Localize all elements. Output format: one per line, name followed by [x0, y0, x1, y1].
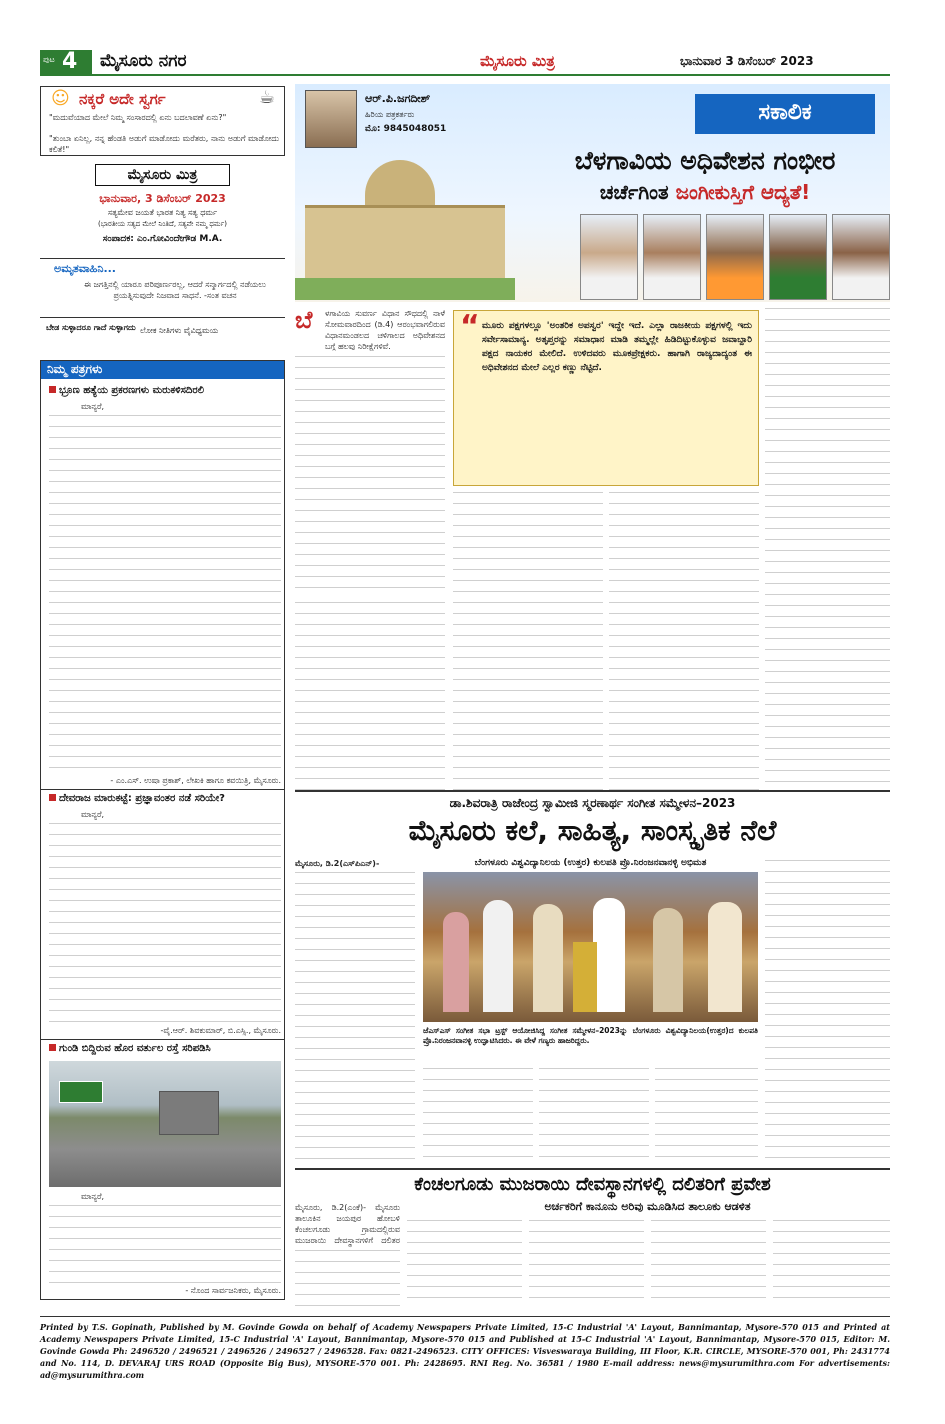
- sammelana-body-col-4: [655, 1066, 758, 1162]
- amrutha-title: ಅಮೃತವಾಹಿನಿ...: [54, 262, 116, 275]
- editorial-motto-2: (ಭಾರತೀಯ ಸತ್ಯದ ಮೇಲೆ ನಿಂತಿದೆ, ಸತ್ಯವೇ ನಮ್ಮ ಧರ್ಮ): [98, 220, 227, 228]
- kenchalagudu-col-3: [529, 1218, 644, 1308]
- divider: [41, 1039, 284, 1040]
- kenchalagudu-col-5: [773, 1218, 890, 1308]
- kenchalagudu-col-2: [407, 1218, 522, 1308]
- feature-headline-1: ಬೆಳಗಾವಿಯ ಅಧಿವೇಶನ ಗಂಭೀರ: [574, 146, 836, 175]
- kenchalagudu-col-1: [295, 1248, 400, 1308]
- letter-3-title: [49, 1043, 281, 1054]
- letter-1-body: [49, 413, 281, 773]
- feature-body-col-2: [453, 490, 603, 790]
- sammelana-kicker: ಡಾ.ಶಿವರಾತ್ರಿ ರಾಜೇಂದ್ರ ಸ್ವಾಮೀಜಿ ಸ್ಮರಣಾರ್ಥ ಸಂಗೀತ ಸಮ್ಮೇಳನ–2023: [449, 796, 736, 810]
- sammelana-body-col-3: [539, 1066, 649, 1162]
- humor-box: [40, 86, 285, 156]
- editorial-logo: ಮೈಸೂರು ಮಿತ್ರ: [95, 164, 230, 186]
- section-title: ಮೈಸೂರು ನಗರ: [100, 51, 187, 71]
- letter-2-body: [49, 821, 281, 1023]
- feature-body-col-1b: [295, 600, 445, 790]
- gaade-title: ಬೇಡ ಸುಳ್ಳಾದರೂ ಗಾದೆ ಸುಳ್ಳಾಗದು: [46, 323, 136, 332]
- bullet-square-icon: [49, 794, 56, 801]
- feature-body-col-3: [609, 490, 759, 790]
- kenchalagudu-col-4: [651, 1218, 766, 1308]
- lawn: [295, 278, 515, 300]
- kenchalagudu-article: [295, 1168, 890, 1310]
- editorial-motto-1: ಸತ್ಯಮೇವ ಜಯತೆ ಭಾರತ ನಿತ್ಯ ಸತ್ಯ ಧರ್ಮ: [107, 208, 218, 217]
- imprint-text: Printed by T.S. Gopinath, Published by M. Govinde Gowda on behalf of Academy Newspapers Private Limited, 15-C Industrial 'A' Layout, Bannimantap, Mysore-570 015 and Printed at Academy Newspapers Private Limited, 15-C Industrial 'A' Layout, Bannimantap, Mysore-570 015 and Published at 15-C Industrial 'A' Layout, Bannimantap, Mysore-570 015, Editor: M. Govinde Gowda Ph: 2496520 / 2496521 / 2496526 / 2496527 / 2496528. Fax: 0821-2496523. CITY OFFICES: Visveswaraya Building, III Floor, K.R. CIRCLE, MYSORE-570 001, Ph: 2431774 and No. 114, D. DEVARAJ URS ROAD (Opposite Big Bus), MYSORE-570 001. Ph: 2428695. RNI Reg. No. 36581 / 1980 E-mail address: news@mysurumithra.com For advertisements: ad@mysurumithra.com: [40, 1322, 890, 1380]
- politician-portrait: [769, 214, 827, 300]
- kenchalagudu-dateline: ಮೈಸೂರು, ಡಿ.2(ಎಂಕೆ)- ಮೈಸೂರು ತಾಲೂಕಿನ ಜಯಪುರ ಹೋಬಳಿ ಕೆಂಚಲಗೂಡು ಗ್ರಾಮದಲ್ಲಿರುವ ಮುಜರಾಯಿ ದೇವಸ್ಥಾನಗಳಿಗೆ ದಲಿತರ: [295, 1203, 400, 1245]
- letter-3-place: ಮಾನ್ಯರೆ,: [81, 1192, 105, 1201]
- politician-portrait: [580, 214, 638, 300]
- masthead: [40, 48, 890, 76]
- gaade-text: ಲೋಕ ನೀತಿಗಳು ವೈವಿಧ್ಯಮಯ: [140, 326, 219, 335]
- building-body: [305, 205, 505, 280]
- letter-3-body: [49, 1203, 281, 1283]
- person-shape: [443, 912, 469, 1012]
- letters-header-text: ನಿಮ್ಮ ಪತ್ರಗಳು: [47, 362, 103, 376]
- gaade-box: [40, 317, 285, 351]
- author-phone: ಮೊ: 9845048051: [365, 124, 447, 134]
- person-shape: [483, 900, 513, 1012]
- sammelana-caption: ಜೆಎಸ್‌ಎಸ್ ಸಂಗೀತ ಸಭಾ ಟ್ರಸ್ಟ್ ಆಯೋಜಿಸಿದ್ದ ಸಂಗೀತ ಸಮ್ಮೇಳನ–2023ನ್ನು ಬೆಂಗಳೂರು ವಿಶ್ವವಿದ್ಯಾನಿಲಯ(ಉತ್ತರ)ದ ಕುಲಪತಿ ಪ್ರೊ.ನಿರಂಜನವಾನಳ್ಳಿ ಉದ್ಘಾಟಿಸಿದರು. ಈ ವೇಳೆ ಗಣ್ಯರು ಹಾಜರಿದ್ದರು.: [423, 1026, 758, 1045]
- dropcap: ಬೆ: [295, 306, 313, 334]
- lamp-shape: [573, 942, 597, 1012]
- letter-3-title-text: ಗುಂಡಿ ಬಿದ್ದಿರುವ ಹೊರ ವರ್ತುಲ ರಸ್ತೆ ಸರಿಪಡಿಸಿ: [59, 1043, 211, 1054]
- person-shape: [593, 898, 625, 1012]
- feature-body-col-4: [765, 306, 890, 790]
- editorial-date: ಭಾನುವಾರ, 3 ಡಿಸೆಂಬರ್ 2023: [99, 192, 226, 205]
- kenchalagudu-headline: ಕೆಂಚಲಗೂಡು ಮುಜರಾಯಿ ದೇವಸ್ಥಾನಗಳಲ್ಲಿ ದಲಿತರಿಗೆ ಪ್ರವೇಶ: [414, 1174, 771, 1195]
- person-shape: [708, 902, 742, 1012]
- feature-banner: [295, 84, 890, 302]
- person-shape: [533, 904, 563, 1012]
- feature-article: [295, 84, 890, 784]
- amrutha-box: [40, 258, 285, 354]
- politician-portrait: [643, 214, 701, 300]
- dome: [365, 160, 435, 210]
- headline-2a: ಚರ್ಚೆಗಿಂತ: [599, 180, 669, 204]
- vidhana-soudha-illustration: [295, 150, 515, 300]
- feature-body-col-1: [295, 354, 445, 596]
- column-label: ಸಕಾಲಿಕ: [758, 100, 812, 125]
- letter-1-title-text: ಭ್ರೂಣ ಹತ್ಯೆಯ ಪ್ರಕರಣಗಳು ಮರುಕಳಿಸದಿರಲಿ: [59, 385, 205, 396]
- letters-section: [40, 360, 285, 1300]
- letter-3-sign: - ನೊಂದ ಸಾರ್ವಜನಿಕರು, ಮೈಸೂರು.: [185, 1286, 281, 1295]
- laughing-emoji-icon: ☺: [51, 88, 70, 109]
- kenchalagudu-subhead: ಅರ್ಚಕರಿಗೆ ಕಾನೂನು ಅರಿವು ಮೂಡಿಸಿದ ತಾಲೂಕು ಆಡಳಿತ: [544, 1200, 751, 1213]
- author-name: ಆರ್.ಪಿ.ಜಗದೀಶ್: [365, 92, 431, 105]
- cartoon-icon: ☕: [259, 87, 276, 108]
- editor-name: ಸಂಪಾದಕ: ಎಂ.ಗೋವಿಂದೇಗೌಡ M.A.: [102, 234, 223, 244]
- humor-line-2: "ತುಂಬಾ ಏನಿಲ್ಲ, ನನ್ನ ಹೆಂಡತಿ ಅಡುಗೆ ಮಾಡೋದು ಮರೆತರು, ನಾನು ಅಡುಗೆ ಮಾಡೋದು ಕಲಿತೆ!": [49, 134, 279, 154]
- headline-2b: ಜಂಗೀಕುಸ್ತಿಗೆ ಆದ್ಯತೆ!: [675, 180, 811, 204]
- politician-portrait: [706, 214, 764, 300]
- road-pothole-photo: [49, 1061, 281, 1187]
- sammelana-photo: [423, 872, 758, 1022]
- letter-2-sign: -ವೈ.ಆರ್. ಶಿವಕುಮಾರ್, ಬಿ.ಎಸ್ಸಿ., ಮೈಸೂರು.: [160, 1026, 281, 1035]
- page-number: 4: [62, 49, 78, 74]
- column-label-box: [695, 94, 875, 134]
- author-role: ಹಿರಿಯ ಪತ್ರಕರ್ತರು: [365, 110, 415, 119]
- sammelana-headline: ಮೈಸೂರು ಕಲೆ, ಸಾಹಿತ್ಯ, ಸಾಂಸ್ಕೃತಿಕ ನೆಲೆ: [408, 814, 777, 847]
- truck-shape: [159, 1091, 219, 1135]
- letter-1-sign: - ಎಂ.ಎಸ್. ಉಷಾ ಪ್ರಕಾಶ್, ಲೇಖಕಿ ಹಾಗೂ ಕವಯಿತ್ರಿ, ಮೈಸೂರು.: [110, 776, 281, 785]
- politician-portrait: [832, 214, 890, 300]
- feature-lead: ಳಗಾವಿಯ ಸುವರ್ಣ ವಿಧಾನ ಸೌಧದಲ್ಲಿ ನಾಳೆ ಸೋಮವಾರದಿಂದ (ಡಿ.4) ಆರಂಭವಾಗಲಿರುವ ವಿಧಾನಮಂಡಲದ ಚಳಿಗಾಲದ ಅಧಿವೇಶನದ ಬಗ್ಗೆ ಹಲವು ನಿರೀಕ್ಷೆಗಳಿವೆ.: [325, 309, 445, 351]
- divider: [41, 789, 284, 790]
- footer-imprint: [40, 1316, 890, 1380]
- signboard-shape: [59, 1081, 103, 1103]
- pull-quote: [453, 310, 759, 486]
- page-number-badge: [40, 50, 92, 74]
- masthead-date: ಭಾನುವಾರ 3 ಡಿಸೆಂಬರ್ 2023: [680, 54, 814, 68]
- sammelana-subhead: ಬೆಂಗಳೂರು ವಿಶ್ವವಿದ್ಯಾನಿಲಯ (ಉತ್ತರ) ಕುಲಪತಿ ಪ್ರೊ.ನಿರಂಜನವಾನಳ್ಳಿ ಅಭಿಮತ: [474, 858, 707, 868]
- humor-title: ನಕ್ಕರೆ ಅದೇ ಸ್ವರ್ಗ: [79, 90, 166, 108]
- feature-headline-2: [520, 180, 890, 204]
- sammelana-body-col-1: [295, 870, 415, 1162]
- bullet-square-icon: [49, 1044, 56, 1051]
- letter-2-title-text: ದೇವರಾಜ ಮಾರುಕಟ್ಟೆ: ಪ್ರಜ್ಞಾವಂತರ ನಡೆ ಸರಿಯೇ?: [59, 793, 225, 804]
- pull-quote-text: ಮೂರು ಪಕ್ಷಗಳಲ್ಲೂ 'ಅಂತರಿಕ ಅಪಸ್ವರ' ಇದ್ದೇ ಇದೆ. ಎಲ್ಲಾ ರಾಜಕೀಯ ಪಕ್ಷಗಳಲ್ಲಿ ಇದು ಸರ್ವೇಸಾಮಾನ್ಯ. ಅತೃಪ್ತರನ್ನು ಸಮಾಧಾನ ಮಾಡಿ ತಮ್ಮಲ್ಲೇ ಹಿಡಿದಿಟ್ಟುಕೊಳ್ಳುವ ಜವಾಬ್ದಾರಿ ಪಕ್ಷದ ನಾಯಕರ ಮೇಲಿದೆ. ಉಳಿದವರು ಮೂಕಪ್ರೇಕ್ಷಕರು. ಹಾಗಾಗಿ ರಾಜ್ಯದಾದ್ಯಂತ ಈ ಅಧಿವೇಶನದ ಮೇಲೆ ಎಲ್ಲರ ಕಣ್ಣು ನೆಟ್ಟಿದೆ.: [482, 321, 752, 373]
- page-label: ಪುಟ: [43, 55, 55, 64]
- letter-1-place: ಮಾನ್ಯರೆ,: [81, 402, 105, 411]
- sammelana-body-col-5: [765, 858, 890, 1162]
- letter-1-title: [49, 385, 281, 396]
- sammelana-dateline: ಮೈಸೂರು, ಡಿ.2(ಎಸ್‌ಪಿಎನ್)-: [295, 859, 380, 868]
- letter-2-title: [49, 793, 281, 804]
- amrutha-text: ಈ ಜಗತ್ತಿನಲ್ಲಿ ಯಾರೂ ಪರಿಪೂರ್ಣರಲ್ಲ, ಆದರೆ ಸನ್ಮಾರ್ಗದಲ್ಲಿ ನಡೆಯಲು ಪ್ರಯತ್ನಿಸುವುದೇ ನಿಜವಾದ ಸಾಧನೆ. -ಸಂತ ವಚನ: [84, 280, 266, 300]
- letters-header: [41, 361, 284, 379]
- author-photo: [305, 90, 357, 148]
- sammelana-body-col-2: [423, 1066, 533, 1162]
- person-shape: [653, 908, 683, 1012]
- editorial-box: [40, 162, 285, 254]
- paper-logo: ಮೈಸೂರು ಮಿತ್ರ: [480, 52, 555, 70]
- quote-mark-icon: “: [460, 309, 480, 344]
- letter-2-place: ಮಾನ್ಯರೆ,: [81, 810, 105, 819]
- humor-line-1: "ಮದುವೆಯಾದ ಮೇಲೆ ನಿಮ್ಮ ಸಂಸಾರದಲ್ಲಿ ಏನು ಬದಲಾವಣೆ ಏನು?": [49, 113, 227, 122]
- newspaper-page: [40, 48, 890, 1383]
- bullet-square-icon: [49, 386, 56, 393]
